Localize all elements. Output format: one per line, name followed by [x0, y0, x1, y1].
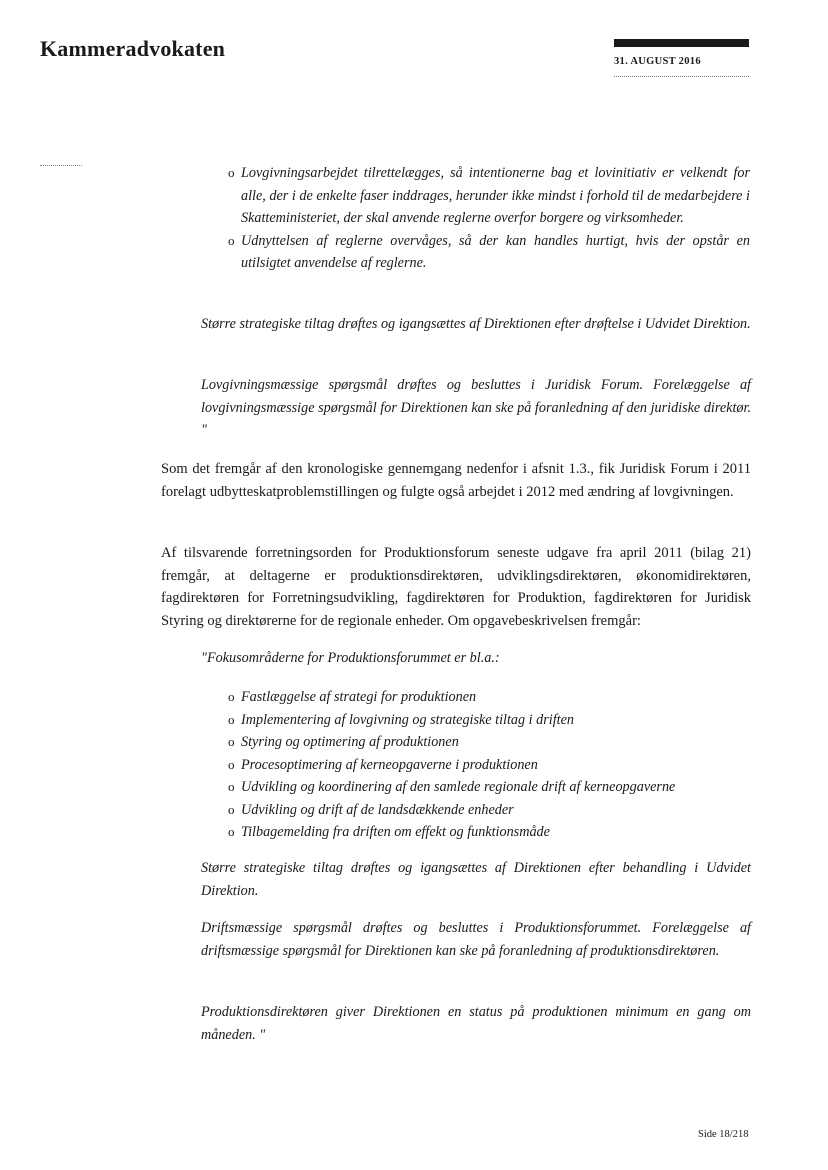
quote-paragraph: Større strategiske tiltag drøftes og igangsættes af Direktionen efter behandling i Udvidet Direktion.	[201, 860, 751, 899]
quote-paragraph: Driftsmæssige spørgsmål drøftes og besluttes i Produktionsforummet. Forelæggelse af driftsmæssige spørgsmål for Direktionen kan ske på foranledning af produktionsdirektøren.	[201, 920, 751, 959]
quote-paragraph: Større strategiske tiltag drøftes og igangsættes af Direktionen efter drøftelse i Udvidet Direktion.	[201, 316, 751, 332]
list-item: o Udvikling og drift af de landsdækkende enheder	[228, 799, 750, 822]
logo-wordmark: Kammeradvokaten	[40, 36, 226, 61]
page-number: Side 18/218	[698, 1129, 749, 1140]
document-date: 31. AUGUST 2016	[614, 56, 701, 67]
bullet-list-lovgivning	[228, 162, 750, 275]
list-item: o Udnyttelsen af reglerne overvåges, så der kan handles hurtigt, hvis der opstår en utilsigtet anvendelse af reglerne.	[228, 230, 750, 275]
list-item: o Procesoptimering af kerneopgaverne i produktionen	[228, 754, 750, 777]
body-paragraph: Som det fremgår af den kronologiske gennemgang nedenfor i afsnit 1.3., fik Juridisk Forum i 2011 forelagt udbytteskatproblemstillingen og fulgte også arbejdet i 2012 med ændring af lovgivningen.	[161, 461, 751, 500]
quote-paragraph: Lovgivningsmæssige spørgsmål drøftes og besluttes i Juridisk Forum. Forelæggelse af lovgivningsmæssige spørgsmål for Direktionen kan ske på foranledning af den juridiske direktør. "	[201, 377, 751, 438]
list-item: o Udvikling og koordinering af den samlede regionale drift af kerneopgaverne	[228, 776, 750, 799]
list-item: o Fastlæggelse af strategi for produktionen	[228, 686, 750, 709]
quote-paragraph: "Fokusområderne for Produktionsforummet er bl.a.:	[201, 650, 500, 666]
quote-paragraph: Produktionsdirektøren giver Direktionen en status på produktionen minimum en gang om måneden. "	[201, 1004, 751, 1043]
list-item: o Implementering af lovgivning og strategiske tiltag i driften	[228, 709, 750, 732]
header-bar	[614, 39, 749, 47]
list-item: o Lovgivningsarbejdet tilrettelægges, så intentionerne bag et lovinitiativ er velkendt for alle, der i de enkelte faser inddrages, herunder ikke mindst i forhold til de medarbejdere i Skatteministeriet, der skal anvende reglerne overfor borgere og virksomheder.	[228, 162, 750, 230]
bullet-list-fokusomraader	[228, 686, 750, 844]
margin-divider	[40, 165, 82, 166]
date-divider	[614, 76, 749, 77]
body-paragraph: Af tilsvarende forretningsorden for Produktionsforum seneste udgave fra april 2011 (bilag 21) fremgår, at deltagerne er produktionsdirektøren, udviklingsdirektøren, økonomidirektøren, fagdirektøren for Forretningsudvikling, fagdirektøren for Produktion, fagdirektøren for Juridisk Styring og direktørerne for de regionale enheder. Om opgavebeskrivelsen fremgår:	[161, 545, 751, 629]
list-item: o Styring og optimering af produktionen	[228, 731, 750, 754]
list-item: o Tilbagemelding fra driften om effekt og funktionsmåde	[228, 821, 750, 844]
